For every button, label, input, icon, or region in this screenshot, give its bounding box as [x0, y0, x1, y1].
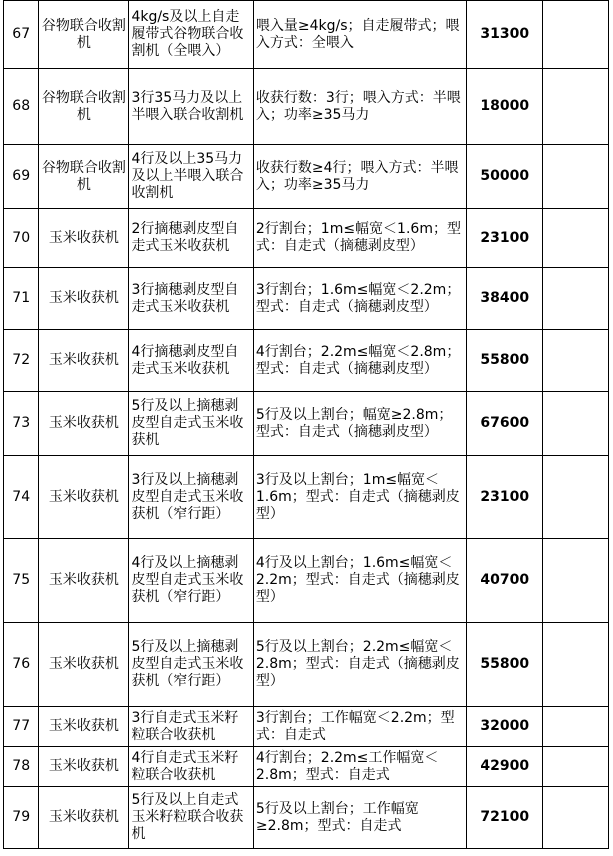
row-price: 23100	[467, 456, 543, 539]
row-item-name: 5行及以上自走式玉米籽粒联合收获机	[129, 787, 253, 849]
row-price: 31300	[467, 1, 543, 69]
table-row	[4, 707, 609, 747]
subsidy-price-table	[3, 0, 609, 849]
row-empty-cell	[543, 1, 609, 69]
row-empty-cell	[543, 145, 609, 209]
row-category: 谷物联合收割机	[39, 1, 129, 69]
row-empty-cell	[543, 330, 609, 392]
row-category: 玉米收获机	[39, 707, 129, 747]
row-number: 74	[4, 456, 39, 539]
row-empty-cell	[543, 623, 609, 707]
row-parameters: 3行割台；1.6m≤幅宽＜2.2m；型式：自走式（摘穗剥皮型）	[253, 268, 466, 330]
row-empty-cell	[543, 209, 609, 268]
table-row	[4, 539, 609, 623]
row-empty-cell	[543, 787, 609, 849]
table-row	[4, 623, 609, 707]
table-row	[4, 268, 609, 330]
table-row	[4, 209, 609, 268]
row-empty-cell	[543, 707, 609, 747]
row-item-name: 5行及以上摘穗剥皮型自走式玉米收获机（窄行距）	[129, 623, 253, 707]
table-row	[4, 1, 609, 69]
row-parameters: 2行割台；1m≤幅宽＜1.6m；型式：自走式（摘穗剥皮型）	[253, 209, 466, 268]
row-parameters: 4行及以上割台；1.6m≤幅宽＜2.2m；型式：自走式（摘穗剥皮型）	[253, 539, 466, 623]
row-number: 79	[4, 787, 39, 849]
table-row	[4, 392, 609, 456]
row-price: 23100	[467, 209, 543, 268]
row-item-name: 3行35马力及以上半喂入联合收割机	[129, 69, 253, 145]
row-number: 76	[4, 623, 39, 707]
row-parameters: 喂入量≥4kg/s；自走履带式；喂入方式：全喂入	[253, 1, 466, 69]
table-row	[4, 330, 609, 392]
row-number: 69	[4, 145, 39, 209]
row-parameters: 4行割台；2.2m≤工作幅宽＜2.8m；型式：自走式	[253, 747, 466, 787]
row-item-name: 4行及以上35马力及以上半喂入联合收割机	[129, 145, 253, 209]
row-price: 55800	[467, 623, 543, 707]
row-empty-cell	[543, 268, 609, 330]
row-number: 70	[4, 209, 39, 268]
row-item-name: 4kg/s及以上自走履带式谷物联合收割机（全喂入）	[129, 1, 253, 69]
row-parameters: 5行及以上割台；2.2m≤幅宽＜2.8m；型式：自走式（摘穗剥皮型）	[253, 623, 466, 707]
row-parameters: 3行割台；工作幅宽＜2.2m；型式：自走式	[253, 707, 466, 747]
row-category: 玉米收获机	[39, 623, 129, 707]
row-category: 谷物联合收割机	[39, 145, 129, 209]
row-number: 72	[4, 330, 39, 392]
row-item-name: 2行摘穗剥皮型自走式玉米收获机	[129, 209, 253, 268]
row-number: 78	[4, 747, 39, 787]
row-item-name: 4行摘穗剥皮型自走式玉米收获机	[129, 330, 253, 392]
row-empty-cell	[543, 392, 609, 456]
row-price: 72100	[467, 787, 543, 849]
row-item-name: 3行及以上摘穗剥皮型自走式玉米收获机（窄行距）	[129, 456, 253, 539]
row-price: 40700	[467, 539, 543, 623]
row-number: 67	[4, 1, 39, 69]
row-category: 玉米收获机	[39, 539, 129, 623]
row-price: 32000	[467, 707, 543, 747]
row-number: 75	[4, 539, 39, 623]
row-category: 玉米收获机	[39, 787, 129, 849]
row-price: 42900	[467, 747, 543, 787]
row-parameters: 3行及以上割台；1m≤幅宽＜1.6m；型式：自走式（摘穗剥皮型）	[253, 456, 466, 539]
row-category: 玉米收获机	[39, 456, 129, 539]
row-price: 18000	[467, 69, 543, 145]
row-empty-cell	[543, 456, 609, 539]
row-empty-cell	[543, 69, 609, 145]
row-item-name: 5行及以上摘穗剥皮型自走式玉米收获机	[129, 392, 253, 456]
row-item-name: 3行自走式玉米籽粒联合收获机	[129, 707, 253, 747]
row-parameters: 5行及以上割台；工作幅宽≥2.8m；型式：自走式	[253, 787, 466, 849]
row-category: 玉米收获机	[39, 209, 129, 268]
row-parameters: 5行及以上割台；幅宽≥2.8m；型式：自走式（摘穗剥皮型）	[253, 392, 466, 456]
row-category: 玉米收获机	[39, 747, 129, 787]
row-item-name: 4行及以上摘穗剥皮型自走式玉米收获机（窄行距）	[129, 539, 253, 623]
row-empty-cell	[543, 747, 609, 787]
table-row	[4, 145, 609, 209]
table-row	[4, 747, 609, 787]
row-item-name: 4行自走式玉米籽粒联合收获机	[129, 747, 253, 787]
row-parameters: 收获行数≥4行；喂入方式：半喂入；功率≥35马力	[253, 145, 466, 209]
row-price: 67600	[467, 392, 543, 456]
row-price: 55800	[467, 330, 543, 392]
row-empty-cell	[543, 539, 609, 623]
row-number: 77	[4, 707, 39, 747]
row-number: 73	[4, 392, 39, 456]
row-category: 玉米收获机	[39, 268, 129, 330]
row-price: 50000	[467, 145, 543, 209]
row-category: 玉米收获机	[39, 330, 129, 392]
table-row	[4, 456, 609, 539]
row-price: 38400	[467, 268, 543, 330]
row-category: 谷物联合收割机	[39, 69, 129, 145]
row-item-name: 3行摘穗剥皮型自走式玉米收获机	[129, 268, 253, 330]
row-number: 71	[4, 268, 39, 330]
table-row	[4, 69, 609, 145]
table-row	[4, 787, 609, 849]
row-number: 68	[4, 69, 39, 145]
row-parameters: 收获行数：3行；喂入方式：半喂入；功率≥35马力	[253, 69, 466, 145]
row-category: 玉米收获机	[39, 392, 129, 456]
row-parameters: 4行割台；2.2m≤幅宽＜2.8m；型式：自走式（摘穗剥皮型）	[253, 330, 466, 392]
